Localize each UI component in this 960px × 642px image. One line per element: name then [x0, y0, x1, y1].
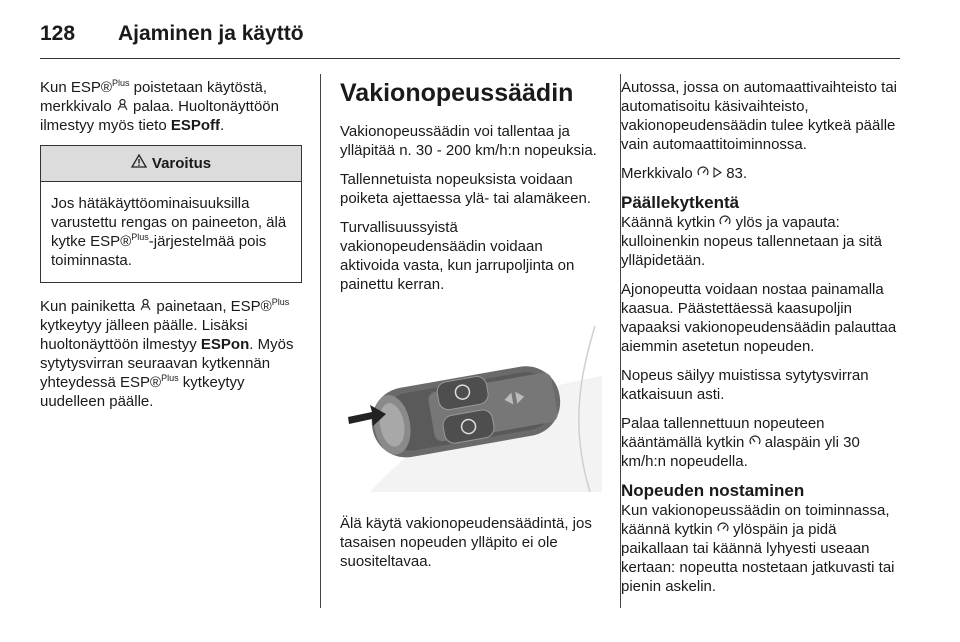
increase-speed-heading: Nopeuden nostaminen	[621, 481, 805, 500]
esp-button-icon	[139, 297, 152, 316]
column-divider-1	[320, 74, 321, 608]
cruise-resume-icon	[749, 433, 761, 452]
warning-box	[40, 145, 302, 283]
cruise-paragraph-3: Turvallisuussyistä vakionopeudensäädin voidaan aktivoida vasta, kun jarrupoljinta on painettu kerran.	[340, 219, 575, 293]
header-rule	[40, 58, 900, 59]
cruise-paragraph-2: Tallennetuista nopeuksista voidaan poiketa ajettaessa ylä- tai alamäkeen.	[340, 171, 591, 207]
activation-heading: Päällekytkentä	[621, 193, 740, 212]
column-2	[340, 78, 602, 581]
cruise-control-icon	[717, 520, 729, 539]
cruise-paragraph-4: Älä käytä vakionopeudensäädintä, jos tasaisen nopeuden ylläpito ei ole suositeltavaa.	[340, 515, 592, 570]
cruise-control-icon	[719, 213, 731, 232]
warning-text: Jos hätäkäyttöominaisuuksilla varustettu rengas on paineeton, älä kytke ESP®$^{Plus}$-järjestelmää pois toiminnasta.	[51, 195, 287, 269]
column-3	[621, 78, 903, 606]
cruise-paragraph-1: Vakionopeussäädin voi tallentaa ja ylläpitää n. 30 - 200 km/h:n nopeuksia.	[340, 123, 597, 159]
indicator-paragraph: Merkkivalo 83.	[621, 165, 748, 182]
accelerate-paragraph: Ajonopeutta voidaan nostaa painamalla kaasua. Päästettäessä kaasupoljin vapaaksi vakionopeudensäädin palauttaa aiemmin asetetun nopeuden.	[621, 281, 897, 355]
section-title: Vakionopeussäädin	[340, 79, 574, 107]
page-number: 128	[40, 22, 76, 45]
page-reference-icon	[713, 164, 722, 183]
cruise-control-icon	[697, 164, 709, 183]
cruise-control-lever-illustration	[340, 316, 602, 492]
column-1	[40, 78, 302, 421]
resume-paragraph: Palaa tallennettuun nopeuteen kääntämällä kytkin alaspäin yli 30 km/h:n nopeudella.	[621, 415, 860, 470]
esp-off-paragraph: Kun ESP®$^{Plus}$ poistetaan käytöstä, merkkivalo palaa. Huoltonäyttöön ilmestyy myös tieto ESPoff.	[40, 78, 279, 134]
warning-triangle-icon	[131, 154, 147, 173]
automatic-paragraph: Autossa, jossa on automaattivaihteisto tai automatisoitu käsivaihteisto, vakionopeudensäädin tulee kytkeä päälle vain automaattitoiminnossa.	[621, 79, 897, 153]
esp-warning-light-icon	[116, 97, 129, 116]
page-header	[40, 18, 920, 58]
activation-paragraph: Käännä kytkin ylös ja vapauta: kulloinenkin nopeus tallennetaan ja sitä ylläpidetään.	[621, 214, 883, 269]
esp-on-paragraph: Kun painiketta painetaan, ESP®$^{Plus}$ kytkeytyy jälleen päälle. Lisäksi huoltonäyttöön ilmestyy ESPon. Myös sytytysvirran seuraavan kytkennän yhteydessä ESP®$^{Plus}$ kytkeytyy uudelleen päälle.	[40, 297, 294, 410]
warning-title: Varoitus	[151, 155, 212, 172]
chapter-title: Ajaminen ja käyttö	[118, 22, 304, 45]
memory-paragraph: Nopeus säilyy muistissa sytytysvirran katkaisuun asti.	[621, 367, 869, 403]
increase-speed-paragraph: Kun vakionopeussäädin on toiminnassa, käännä kytkin ylöspäin ja pidä paikallaan tai käännä lyhyesti useaan kertaan: nopeutta nostetaan jatkuvasti tai pienin askelin.	[621, 502, 895, 595]
warning-header	[41, 146, 301, 182]
